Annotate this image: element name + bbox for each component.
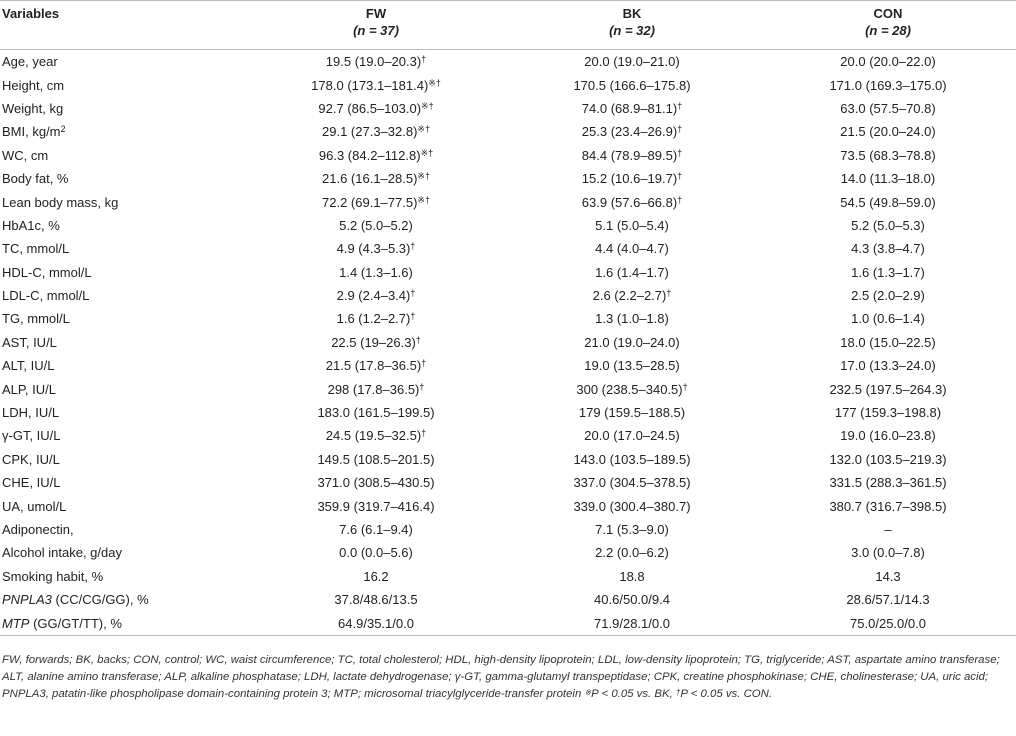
cell-con-value: 380.7 (316.7–398.5) (829, 498, 947, 514)
significance-mark: † (677, 147, 683, 158)
cell-bk-value: 179 (159.5–188.5) (578, 405, 686, 421)
cell-fw (248, 611, 504, 635)
table-row (0, 588, 1016, 611)
cell-bk (504, 611, 760, 635)
cell-bk-value: 337.0 (304.5–378.5) (573, 475, 691, 491)
cell-con-value: 2.5 (2.0–2.9) (851, 288, 925, 304)
cell-bk (504, 284, 760, 307)
cell-fw-value: 371.0 (308.5–430.5) (317, 475, 435, 491)
cell-fw (248, 565, 504, 588)
cell-bk-value: 143.0 (103.5–189.5) (573, 451, 691, 467)
header-bk-name: BK (622, 6, 642, 21)
cell-con (760, 588, 1016, 611)
row-label-text: Age, year (2, 54, 58, 70)
row-label (0, 237, 248, 260)
table-row (0, 377, 1016, 400)
footnote-sig2-text: P < 0.05 vs. CON. (680, 688, 773, 700)
cell-bk (504, 97, 760, 120)
cell-fw (248, 190, 504, 213)
cell-con-value: 73.5 (68.3–78.8) (840, 147, 936, 163)
cell-bk (504, 73, 760, 96)
cell-bk (504, 471, 760, 494)
table-row (0, 190, 1016, 213)
cell-fw (248, 167, 504, 190)
cell-bk-value: 170.5 (166.6–175.8) (573, 77, 691, 93)
cell-fw-value: 37.8/48.6/13.5 (334, 592, 418, 608)
cell-con-value: – (884, 522, 892, 537)
row-label-text: WC, cm (2, 147, 49, 163)
cell-bk-value: 71.9/28.1/0.0 (594, 615, 670, 631)
table-row (0, 494, 1016, 517)
header-fw-name: FW (365, 6, 387, 21)
cell-con-value: 20.0 (20.0–22.0) (840, 54, 936, 70)
cell-fw (248, 97, 504, 120)
cell-bk (504, 167, 760, 190)
row-label-text: Alcohol intake, g/day (2, 545, 122, 561)
cell-con-value: 1.0 (0.6–1.4) (851, 311, 925, 327)
cell-con-value: 331.5 (288.3–361.5) (829, 475, 947, 491)
cell-fw (248, 424, 504, 447)
significance-mark: † (419, 381, 425, 392)
cell-fw-value: 92.7 (86.5–103.0) (318, 100, 422, 116)
cell-bk (504, 588, 760, 611)
cell-bk (504, 237, 760, 260)
cell-fw (248, 73, 504, 96)
cell-fw-value: 359.9 (319.7–416.4) (317, 498, 435, 514)
row-label-superscript: 2 (60, 124, 66, 135)
cell-con-value: 28.6/57.1/14.3 (846, 592, 930, 608)
row-label (0, 354, 248, 377)
cell-fw (248, 307, 504, 330)
row-label (0, 307, 248, 330)
cell-bk (504, 120, 760, 143)
row-label-text: TG, mmol/L (2, 311, 70, 327)
cell-fw-value: 21.6 (16.1–28.5) (322, 171, 418, 187)
row-label (0, 331, 248, 354)
header-bk (504, 1, 760, 50)
cell-bk-value: 40.6/50.0/9.4 (594, 592, 670, 608)
row-label-text: Height, cm (2, 77, 65, 93)
significance-mark: † (421, 358, 427, 369)
header-fw (248, 1, 504, 50)
cell-bk (504, 354, 760, 377)
cell-bk (504, 518, 760, 541)
header-fw-n: (n = 37) (353, 23, 399, 38)
cell-fw (248, 261, 504, 284)
row-label-gene: PNPLA3 (2, 592, 52, 608)
table-footnote (2, 652, 1010, 703)
significance-mark: ※† (417, 124, 430, 135)
cell-bk-value: 300 (238.5–340.5) (576, 381, 683, 397)
cell-con (760, 190, 1016, 213)
cell-fw (248, 541, 504, 564)
row-label (0, 261, 248, 284)
cell-bk-value: 5.1 (5.0–5.4) (595, 217, 669, 233)
cell-fw-value: 0.0 (0.0–5.6) (339, 545, 413, 561)
row-label (0, 377, 248, 400)
cell-fw-value: 1.6 (1.2–2.7) (336, 311, 411, 327)
cell-bk (504, 494, 760, 517)
cell-bk (504, 144, 760, 167)
cell-bk-value: 2.6 (2.2–2.7) (592, 288, 667, 304)
header-con-name: CON (873, 6, 903, 21)
significance-mark: † (415, 334, 421, 345)
cell-fw (248, 377, 504, 400)
significance-mark: † (421, 54, 427, 65)
cell-fw-value: 24.5 (19.5–32.5) (325, 428, 422, 444)
cell-con (760, 401, 1016, 424)
row-label-text: AST, IU/L (2, 334, 57, 350)
cell-bk-value: 63.9 (57.6–66.8) (581, 194, 678, 210)
cell-con-value: 18.0 (15.0–22.5) (840, 334, 936, 350)
row-label-text: HbA1c, % (2, 217, 60, 233)
cell-bk-value: 1.6 (1.4–1.7) (595, 264, 669, 280)
row-label (0, 73, 248, 96)
cell-bk-value: 7.1 (5.3–9.0) (595, 522, 669, 537)
cell-fw-value: 22.5 (19–26.3) (331, 334, 416, 350)
row-label (0, 494, 248, 517)
row-label (0, 565, 248, 588)
cell-fw-value: 149.5 (108.5–201.5) (317, 451, 435, 467)
cell-con (760, 377, 1016, 400)
cell-bk-value: 2.2 (0.0–6.2) (595, 545, 669, 561)
cell-con-value: 63.0 (57.5–70.8) (840, 100, 936, 116)
row-label-text: Adiponectin, (2, 522, 74, 537)
cell-con-value: 14.0 (11.3–18.0) (840, 171, 936, 187)
table-row (0, 144, 1016, 167)
cell-con (760, 144, 1016, 167)
cell-con (760, 120, 1016, 143)
cell-con-value: 17.0 (13.3–24.0) (840, 358, 936, 374)
cell-con (760, 611, 1016, 635)
cell-fw (248, 284, 504, 307)
cell-con (760, 50, 1016, 74)
table-row (0, 611, 1016, 635)
cell-bk-value: 18.8 (619, 568, 645, 584)
cell-con-value: 132.0 (103.5–219.3) (829, 451, 947, 467)
row-label-text: HDL-C, mmol/L (2, 264, 92, 280)
row-label-text: CPK, IU/L (2, 451, 60, 467)
cell-fw (248, 448, 504, 471)
row-label-text: Lean body mass, kg (2, 194, 119, 210)
table-row (0, 331, 1016, 354)
cell-con-value: 19.0 (16.0–23.8) (840, 428, 936, 444)
cell-bk (504, 448, 760, 471)
cell-fw-value: 7.6 (6.1–9.4) (339, 522, 413, 537)
cell-con (760, 167, 1016, 190)
row-label-text: Body fat, % (2, 171, 69, 187)
row-label-text: Weight, kg (2, 100, 64, 116)
cell-fw-value: 19.5 (19.0–20.3) (325, 54, 422, 70)
cell-con (760, 97, 1016, 120)
table-row (0, 471, 1016, 494)
table-row (0, 97, 1016, 120)
cell-bk-value: 20.0 (19.0–21.0) (584, 54, 680, 70)
row-label (0, 190, 248, 213)
table-row (0, 565, 1016, 588)
row-label-text: (GG/GT/TT), % (29, 615, 122, 631)
row-label-text: LDL-C, mmol/L (2, 288, 90, 304)
cell-fw-value: 178.0 (173.1–181.4) (311, 77, 429, 93)
cell-bk (504, 190, 760, 213)
cell-con (760, 237, 1016, 260)
footnote-abbreviations: FW, forwards; BK, backs; CON, control; WC, waist circumference; TC, total cholesterol; HDL, high-density lipoprotein; LDL, low-density lipoprotein; TG, triglyceride; AST, aspartate amino transferase; ALT, alanine amino transferase; ALP, alkaline phosphatase; LDH, lactate dehydrogenase; γ-GT, gamma-glutamyl transpeptidase; CPK, creatine phosphokinase; CHE, cholinesterase; UA, uric acid; PNPLA3, patatin-like phospholipase domain-containing protein 3; MTP; microsomal triacylglyceride-transfer protein (2, 654, 1000, 700)
row-label (0, 588, 248, 611)
cell-fw-value: 183.0 (161.5–199.5) (317, 405, 435, 421)
cell-con-value: 5.2 (5.0–5.3) (851, 217, 925, 233)
significance-mark: † (410, 288, 416, 299)
cell-fw (248, 518, 504, 541)
cell-bk (504, 261, 760, 284)
row-label (0, 97, 248, 120)
cell-con-value: 4.3 (3.8–4.7) (851, 241, 925, 257)
cell-con-value: 232.5 (197.5–264.3) (829, 381, 947, 397)
significance-mark: † (410, 311, 416, 322)
cell-fw-value: 298 (17.8–36.5) (327, 381, 420, 397)
cell-fw-value: 72.2 (69.1–77.5) (322, 194, 418, 210)
significance-mark: † (677, 171, 683, 182)
cell-fw-value: 16.2 (363, 568, 389, 584)
cell-bk-value: 25.3 (23.4–26.9) (581, 124, 678, 140)
significance-mark: ※† (421, 100, 434, 111)
table-row (0, 401, 1016, 424)
cell-bk-value: 15.2 (10.6–19.7) (581, 171, 678, 187)
cell-fw-value: 1.4 (1.3–1.6) (339, 264, 413, 280)
significance-mark: † (666, 288, 672, 299)
cell-bk-value: 21.0 (19.0–24.0) (584, 334, 680, 350)
row-label (0, 448, 248, 471)
row-label-text: CHE, IU/L (2, 475, 61, 491)
row-label (0, 167, 248, 190)
row-label-text: Smoking habit, % (2, 568, 104, 584)
table-row (0, 284, 1016, 307)
table-row (0, 541, 1016, 564)
significance-mark: † (677, 194, 683, 205)
cell-fw (248, 214, 504, 237)
cell-bk-value: 1.3 (1.0–1.8) (595, 311, 669, 327)
cell-fw (248, 144, 504, 167)
significance-mark: † (677, 100, 683, 111)
cell-con-value: 177 (159.3–198.8) (834, 405, 942, 421)
footnote-sig1-mark: ※ (584, 688, 592, 697)
significance-mark: † (682, 381, 688, 392)
header-con (760, 1, 1016, 50)
cell-fw-value: 96.3 (84.2–112.8) (318, 147, 421, 163)
row-label-text: UA, umol/L (2, 498, 67, 514)
significance-mark: † (421, 428, 427, 439)
table-body (0, 50, 1016, 636)
cell-bk (504, 541, 760, 564)
cell-con (760, 331, 1016, 354)
cell-con-value: 1.6 (1.3–1.7) (851, 264, 925, 280)
header-variables: Variables (0, 1, 248, 50)
row-label (0, 518, 248, 541)
table-row (0, 307, 1016, 330)
cell-fw (248, 50, 504, 74)
row-label (0, 541, 248, 564)
cell-bk (504, 565, 760, 588)
row-label (0, 120, 248, 143)
cell-con (760, 424, 1016, 447)
cell-con (760, 448, 1016, 471)
cell-fw (248, 471, 504, 494)
footnote-sig2-mark: † (675, 688, 681, 697)
cell-con-value: 21.5 (20.0–24.0) (840, 124, 936, 140)
cell-bk (504, 424, 760, 447)
table-header-row (0, 1, 1016, 50)
cell-bk-value: 84.4 (78.9–89.5) (581, 147, 678, 163)
cell-con-value: 54.5 (49.8–59.0) (840, 194, 936, 210)
cell-con-value: 3.0 (0.0–7.8) (851, 545, 925, 561)
row-label-text: ALP, IU/L (2, 381, 56, 397)
significance-mark: ※† (417, 194, 430, 205)
cell-fw-value: 29.1 (27.3–32.8) (322, 124, 418, 140)
significance-mark: ※† (420, 147, 434, 158)
header-con-n: (n = 28) (865, 23, 911, 38)
table-row (0, 261, 1016, 284)
cell-con (760, 494, 1016, 517)
cell-fw (248, 331, 504, 354)
row-label-text: LDH, IU/L (2, 405, 60, 421)
cell-con (760, 284, 1016, 307)
cell-bk (504, 307, 760, 330)
row-label (0, 611, 248, 635)
cell-fw-value: 5.2 (5.0–5.2) (339, 217, 413, 233)
cell-con (760, 73, 1016, 96)
cell-bk-value: 74.0 (68.9–81.1) (581, 100, 678, 116)
row-label-text: (CC/CG/GG), % (51, 592, 149, 608)
cell-fw (248, 401, 504, 424)
table-row (0, 73, 1016, 96)
table-row (0, 448, 1016, 471)
header-bk-n: (n = 32) (609, 23, 655, 38)
cell-bk-value: 19.0 (13.5–28.5) (584, 358, 680, 374)
cell-con (760, 518, 1016, 541)
cell-con (760, 565, 1016, 588)
row-label-gene: MTP (2, 615, 30, 631)
cell-fw (248, 588, 504, 611)
cell-con (760, 471, 1016, 494)
cell-bk (504, 401, 760, 424)
row-label-text: TC, mmol/L (2, 241, 70, 257)
cell-bk (504, 50, 760, 74)
cell-con-value: 14.3 (875, 568, 901, 584)
cell-fw (248, 354, 504, 377)
significance-mark: † (677, 124, 683, 135)
table-row (0, 214, 1016, 237)
cell-con (760, 541, 1016, 564)
table-row (0, 50, 1016, 74)
table-row (0, 518, 1016, 541)
row-label (0, 401, 248, 424)
row-label-text: γ-GT, IU/L (2, 428, 61, 444)
table-row (0, 354, 1016, 377)
cell-bk (504, 214, 760, 237)
significance-mark: ※† (428, 77, 441, 88)
table-row (0, 237, 1016, 260)
cell-fw-value: 21.5 (17.8–36.5) (325, 358, 422, 374)
row-label (0, 50, 248, 74)
cell-bk-value: 4.4 (4.0–4.7) (595, 241, 669, 257)
significance-mark: † (410, 241, 416, 252)
cell-con-value: 171.0 (169.3–175.0) (829, 77, 947, 93)
cell-fw (248, 494, 504, 517)
cell-con (760, 214, 1016, 237)
cell-bk (504, 377, 760, 400)
cell-fw-value: 64.9/35.1/0.0 (338, 615, 414, 631)
row-label (0, 471, 248, 494)
cell-fw (248, 237, 504, 260)
cell-con (760, 354, 1016, 377)
cell-con-value: 75.0/25.0/0.0 (850, 615, 926, 631)
footnote-sig1-text: P < 0.05 vs. BK, (591, 688, 676, 700)
cell-bk-value: 339.0 (300.4–380.7) (573, 498, 691, 514)
row-label-text: ALT, IU/L (2, 358, 55, 374)
table-row (0, 424, 1016, 447)
cell-bk-value: 20.0 (17.0–24.5) (584, 428, 680, 444)
row-label-text: BMI, kg/m (2, 124, 61, 140)
cell-bk (504, 331, 760, 354)
cell-fw-value: 4.9 (4.3–5.3) (336, 241, 411, 257)
row-label (0, 284, 248, 307)
row-label (0, 214, 248, 237)
significance-mark: ※† (417, 171, 430, 182)
row-label (0, 144, 248, 167)
cell-fw (248, 120, 504, 143)
table-row (0, 167, 1016, 190)
cell-fw-value: 2.9 (2.4–3.4) (336, 288, 411, 304)
cell-con (760, 261, 1016, 284)
table-row (0, 120, 1016, 143)
row-label (0, 424, 248, 447)
cell-con (760, 307, 1016, 330)
